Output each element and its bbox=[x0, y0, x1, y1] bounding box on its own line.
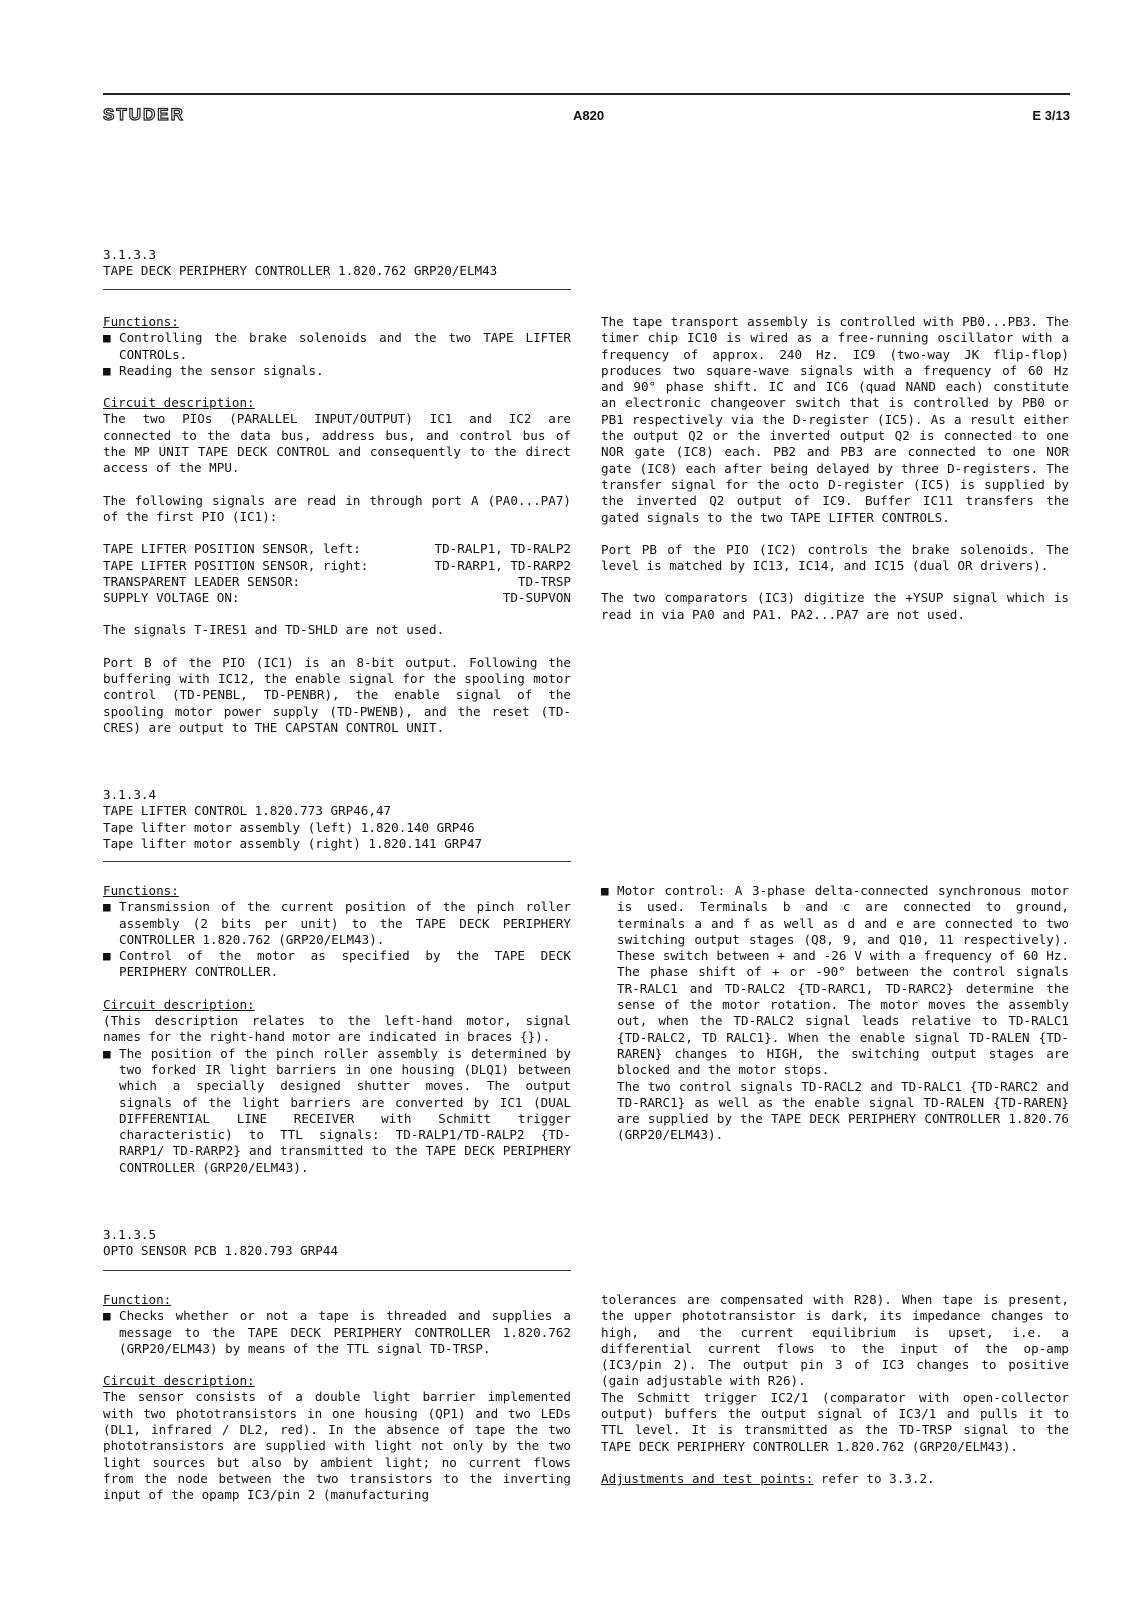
header-rule bbox=[103, 93, 1070, 95]
bullet-icon: ■ bbox=[103, 899, 111, 915]
s2-left-column bbox=[103, 883, 579, 1176]
section-rule bbox=[103, 861, 571, 862]
signal-table bbox=[103, 541, 571, 606]
function-heading: Function: bbox=[103, 1292, 172, 1307]
section-number: 3.1.3.4 bbox=[103, 787, 157, 802]
section-heading-3-1-3-4 bbox=[103, 787, 482, 852]
adjustments-heading: Adjustments and test points: bbox=[601, 1470, 814, 1486]
section-subtitle: Tape lifter motor assembly (right) 1.820.141 GRP47 bbox=[103, 835, 483, 851]
bullet-item: ■ Control of the motor as specified by the TAPE DECK PERIPHERY CONTROLLER. bbox=[103, 948, 579, 980]
paragraph: The signals T-IRES1 and TD-SHLD are not used. bbox=[103, 622, 445, 638]
page-number: E 3/13 bbox=[1032, 108, 1070, 123]
section-title: TAPE DECK PERIPHERY CONTROLLER 1.820.762 GRP20/ELM43 bbox=[103, 263, 498, 279]
paragraph: The two PIOs (PARALLEL INPUT/OUTPUT) IC1 and IC2 are connected to the data bus, address bus, and control bus of the MP UNIT TAPE DECK CONTROL and consequently to the direct access of the MPU. bbox=[103, 411, 579, 476]
functions-heading: Functions: bbox=[103, 314, 179, 329]
section-title: TAPE LIFTER CONTROL 1.820.773 GRP46,47 bbox=[103, 803, 392, 819]
paragraph: tolerances are compensated with R28). When tape is present, the upper phototransistor is dark, its impedance changes to high, and the current equilibrium is upset, i.e. a differential current flows to the input of the op-amp (IC3/pin 2). The output pin 3 of IC3 changes to positive (gain adjustable with R26). bbox=[601, 1292, 1077, 1389]
section-subtitle: Tape lifter motor assembly (left) 1.820.140 GRP46 bbox=[103, 819, 475, 835]
circuit-heading: Circuit description: bbox=[103, 395, 255, 411]
section-rule bbox=[103, 1270, 571, 1271]
bullet-item: ■ Motor control: A 3-phase delta-connected synchronous motor is used. Terminals b and c are connected to ground, terminals a and f as well as d and e are connected to two switching output stages (Q8, 9, and Q10, 11 respectively). These switch between + and -26 V with a frequency of 60 Hz. The phase shift of + or -90° between the control signals TR-RALC1 and TD-RALC2 {TD-RARC1, TD-RARC2} determine the sense of the motor rotation. The motor moves the assembly out, when the TD-RALC2 signal leads relative to TD-RALC1 {TD-RALC2, TD RALC1}. When the enable signal TD-RALEN {TD-RAREN} changes to HIGH, the switching output stages are blocked and the motor stops. bbox=[601, 883, 1077, 1078]
functions-heading: Functions: bbox=[103, 883, 179, 898]
paragraph: The two control signals TD-RACL2 and TD-RALC1 {TD-RARC2 and TD-RARC1} as well as the enable signal TD-RALEN {TD-RAREN} are supplied by the TAPE DECK PERIPHERY CONTROLLER 1.820.76 (GRP20/ELM43). bbox=[617, 1078, 1077, 1143]
paragraph: The sensor consists of a double light barrier implemented with two phototransistors in one housing (QP1) and two LEDs (DL1, infrared / DL2, red). In the absence of tape the two phototransistors are supplied with light not only by the two light sources but also by ambient light; no current flows from the node between the two transistors to the inverting input of the opamp IC3/pin 2 (manufacturing bbox=[103, 1389, 579, 1503]
bullet-item: ■ Reading the sensor signals. bbox=[103, 362, 324, 378]
bullet-icon: ■ bbox=[103, 362, 111, 378]
bullet-icon: ■ bbox=[103, 1308, 111, 1324]
bullet-icon: ■ bbox=[103, 1045, 111, 1061]
s1-right-column bbox=[601, 314, 1077, 623]
s2-right-column bbox=[601, 883, 1077, 1144]
section-heading-3-1-3-3 bbox=[103, 247, 497, 280]
bullet-item: ■ Checks whether or not a tape is threaded and supplies a message to the TAPE DECK PERIPHERY CONTROLLER 1.820.762 (GRP20/ELM43) by means of the TTL signal TD-TRSP. bbox=[103, 1308, 579, 1356]
bullet-item: ■ The position of the pinch roller assembly is determined by two forked IR light barriers in one housing (DLQ1) between which a specially designed shutter moves. The output signals of the light barriers are converted by IC1 (DUAL DIFFERENTIAL LINE RECEIVER with Schmitt trigger characteristic) to TTL signals: TD-RALP1/TD-RALP2 {TD-RARP1/ TD-RARP2} and transmitted to the TAPE DECK PERIPHERY CONTROLLER (GRP20/ELM43). bbox=[103, 1045, 579, 1175]
paragraph: The Schmitt trigger IC2/1 (comparator with open-collector output) buffers the output signal of IC3/1 and pulls it to TTL level. It is transmitted as the TD-TRSP signal to the TAPE DECK PERIPHERY CONTROLLER 1.820.762 (GRP20/ELM43). bbox=[601, 1389, 1077, 1454]
section-rule bbox=[103, 289, 571, 290]
paragraph: The two comparators (IC3) digitize the +YSUP signal which is read in via PA0 and PA1. PA2...PA7 are not used. bbox=[601, 590, 1077, 622]
s3-left-column bbox=[103, 1292, 579, 1504]
signal-row: TAPE LIFTER POSITION SENSOR, left: TD-RALP1, TD-RALP2 bbox=[103, 541, 571, 557]
model-label: A820 bbox=[573, 108, 605, 123]
circuit-heading: Circuit description: bbox=[103, 1373, 255, 1389]
bullet-icon: ■ bbox=[103, 330, 111, 346]
paragraph: The following signals are read in through port A (PA0...PA7) of the first PIO (IC1): bbox=[103, 492, 579, 524]
paragraph: The tape transport assembly is controlled with PB0...PB3. The timer chip IC10 is wired as a free-running oscillator with a frequency of approx. 240 Hz. IC9 (two-way JK flip-flop) produces two square-wave signals with a frequency of 60 Hz and 90° phase shift. IC and IC6 (quad NAND each) constitute an electronic changeover switch that is controlled by PB0 or PB1 respectively via the D-register (IC5). As a result either the output Q2 or the inverted output Q2 is connected to one NOR gate (IC8) each. PB2 and PB3 are connected to one NOR gate (IC8) each after being delayed by three D-registers. The transfer signal for the octo D-register (IC5) is supplied by the inverted Q2 output of IC9. Buffer IC11 transfers the gated signals to the two TAPE LIFTER CONTROLS. bbox=[601, 314, 1077, 525]
circuit-heading: Circuit description: bbox=[103, 996, 255, 1012]
signal-row: SUPPLY VOLTAGE ON: TD-SUPVON bbox=[103, 590, 571, 606]
bullet-icon: ■ bbox=[103, 948, 111, 964]
section-title: OPTO SENSOR PCB 1.820.793 GRP44 bbox=[103, 1243, 339, 1259]
bullet-item: ■ Transmission of the current position of the pinch roller assembly (2 bits per unit) to the TAPE DECK PERIPHERY CONTROLLER 1.820.762 (GRP20/ELM43). bbox=[103, 899, 579, 947]
adjustments-line bbox=[601, 1471, 1069, 1487]
section-number: 3.1.3.3 bbox=[103, 247, 157, 262]
section-number: 3.1.3.5 bbox=[103, 1227, 157, 1242]
bullet-item: ■ Controlling the brake solenoids and the two TAPE LIFTER CONTROLs. bbox=[103, 330, 579, 362]
s1-left-column bbox=[103, 314, 579, 736]
paragraph: Port B of the PIO (IC1) is an 8-bit output. Following the buffering with IC12, the enable signal for the spooling motor control (TD-PENBL, TD-PENBR), the enable signal of the spooling motor power supply (TD-PWENB), and the reset (TD-CRES) are output to THE CAPSTAN CONTROL UNIT. bbox=[103, 654, 579, 735]
paragraph: Port PB of the PIO (IC2) controls the brake solenoids. The level is matched by IC13, IC14, and IC15 (dual OR drivers). bbox=[601, 541, 1077, 574]
bullet-icon: ■ bbox=[601, 883, 609, 898]
adjustments-text: refer to 3.3.2. bbox=[813, 1470, 935, 1486]
s3-right-column bbox=[601, 1292, 1077, 1487]
studer-logo: STUDER bbox=[103, 105, 185, 124]
signal-row: TRANSPARENT LEADER SENSOR: TD-TRSP bbox=[103, 573, 571, 589]
section-heading-3-1-3-5 bbox=[103, 1227, 338, 1260]
signal-row: TAPE LIFTER POSITION SENSOR, right: TD-RARP1, TD-RARP2 bbox=[103, 557, 571, 573]
paragraph: (This description relates to the left-hand motor, signal names for the right-hand motor are indicated in braces {}). bbox=[103, 1013, 579, 1045]
